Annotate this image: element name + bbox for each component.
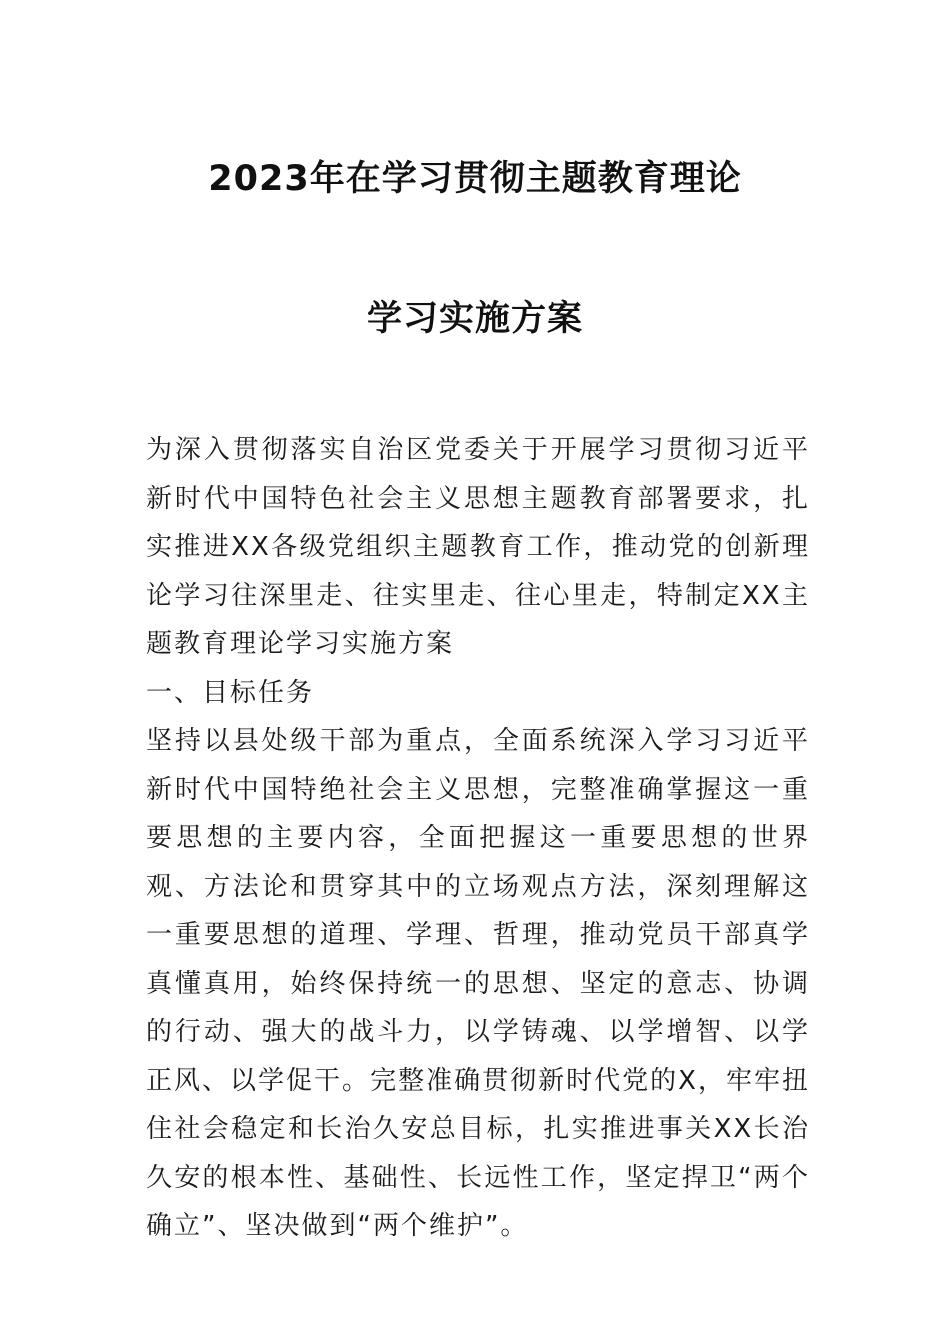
section-heading-goals: 一、目标任务 (146, 677, 315, 708)
intro-paragraph: 为深入贯彻落实自治区党委关于开展学习贯彻习近平新时代中国特色社会主义思想主题教育部署要求，扎实推进XX各级党组织主题教育工作，推动党的创新理论学习往深里走、往实里走、往心里走，特制定XX主题教育理论学习实施方案 (146, 435, 810, 659)
document-title-line-2: 学习实施方案 (366, 299, 583, 339)
document-title-line-1: 2023年在学习贯彻主题教育理论 (208, 159, 742, 199)
goals-paragraph: 坚持以县处级干部为重点，全面系统深入学习习近平新时代中国特绝社会主义思想，完整准确掌握这一重要思想的主要内容，全面把握这一重要思想的世界观、方法论和贯穿其中的立场观点方法，深刻理解这一重要思想的道理、学理、哲理，推动党员干部真学真懂真用，始终保持统一的思想、坚定的意志、协调的行动、强大的战斗力，以学铸魂、以学增智、以学正风、以学促干。完整准确贯彻新时代党的X，牢牢扭住社会稳定和长治久安总目标，扎实推进事关XX长治久安的根本性、基础性、长远性工作，坚定捍卫“两个确立”、坚决做到“两个维护”。 (146, 726, 810, 1241)
document-body (146, 426, 810, 1251)
